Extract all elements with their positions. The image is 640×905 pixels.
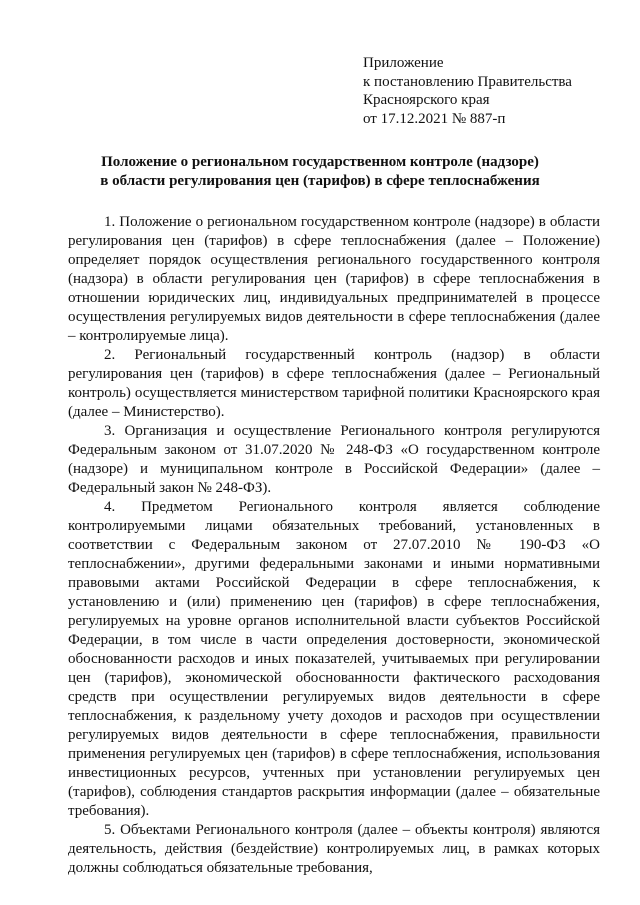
paragraph-1: 1. Положение о региональном государственном контроле (надзоре) в области регулирования цен (тарифов) в сфере теплоснабжения (далее – Положение) определяет порядок осуществления регионального государственного контроля (надзора) в области регулирования цен (тарифов) в сфере теплоснабжения в отношении юридических лиц, индивидуальных предпринимателей в процессе осуществления регулируемых видов деятельности в сфере теплоснабжения (далее – контролируемые лица). bbox=[68, 214, 600, 344]
document-title bbox=[60, 153, 580, 190]
title-line-1: Положение о региональном государственном контроле (надзоре) bbox=[101, 154, 539, 170]
appendix-line-4: от 17.12.2021 № 887-п bbox=[363, 110, 506, 127]
paragraph-3: 3. Организация и осуществление Регионального контроля регулируются Федеральным законом от 31.07.2020 № 248-ФЗ «О государственном контроле (надзоре) и муниципальном контроле в Российской Федерации» (далее – Федеральный закон № 248-ФЗ). bbox=[68, 423, 600, 496]
appendix-block bbox=[363, 54, 623, 128]
appendix-line-1: Приложение bbox=[363, 55, 444, 71]
document-body bbox=[68, 213, 600, 878]
paragraph-4: 4. Предметом Регионального контроля является соблюдение контролируемыми лицами обязательных требований, установленных в соответствии с Федеральным законом от 27.07.2010 № 190-ФЗ «О теплоснабжении», другими федеральными законами и иными нормативными правовыми актами Российской Федерации в сфере теплоснабжения, к установлению и (или) применению цен (тарифов) в сфере теплоснабжения, регулируемых на уровне органов исполнительной власти субъектов Российской Федерации, в том числе в части определения достоверности, экономической обоснованности расходов и иных показателей, учитываемых при регулировании цен (тарифов), экономической обоснованности фактического расходования средств при осуществлении регулируемых видов деятельности в сфере теплоснабжения, к раздельному учету доходов и расходов при осуществлении регулируемых видов деятельности в сфере теплоснабжения, правильности применения регулируемых цен (тарифов) в сфере теплоснабжения, использования инвестиционных ресурсов, учтенных при установлении регулируемых цен (тарифов), соблюдения стандартов раскрытия информации (далее – обязательные требования). bbox=[68, 499, 600, 819]
paragraph-5: 5. Объектами Регионального контроля (далее – объекты контроля) являются деятельность, действия (бездействие) контролируемых лиц, в рамках которых должны соблюдаться обязательные требования, bbox=[68, 822, 600, 876]
title-line-2: в области регулирования цен (тарифов) в сфере теплоснабжения bbox=[100, 172, 540, 189]
paragraph-2: 2. Региональный государственный контроль (надзор) в области регулирования цен (тарифов) в сфере теплоснабжения (далее – Региональный контроль) осуществляется министерством тарифной политики Красноярского края (далее – Министерство). bbox=[68, 347, 600, 420]
appendix-line-2: к постановлению Правительства bbox=[363, 73, 572, 90]
appendix-line-3: Красноярского края bbox=[363, 92, 490, 108]
